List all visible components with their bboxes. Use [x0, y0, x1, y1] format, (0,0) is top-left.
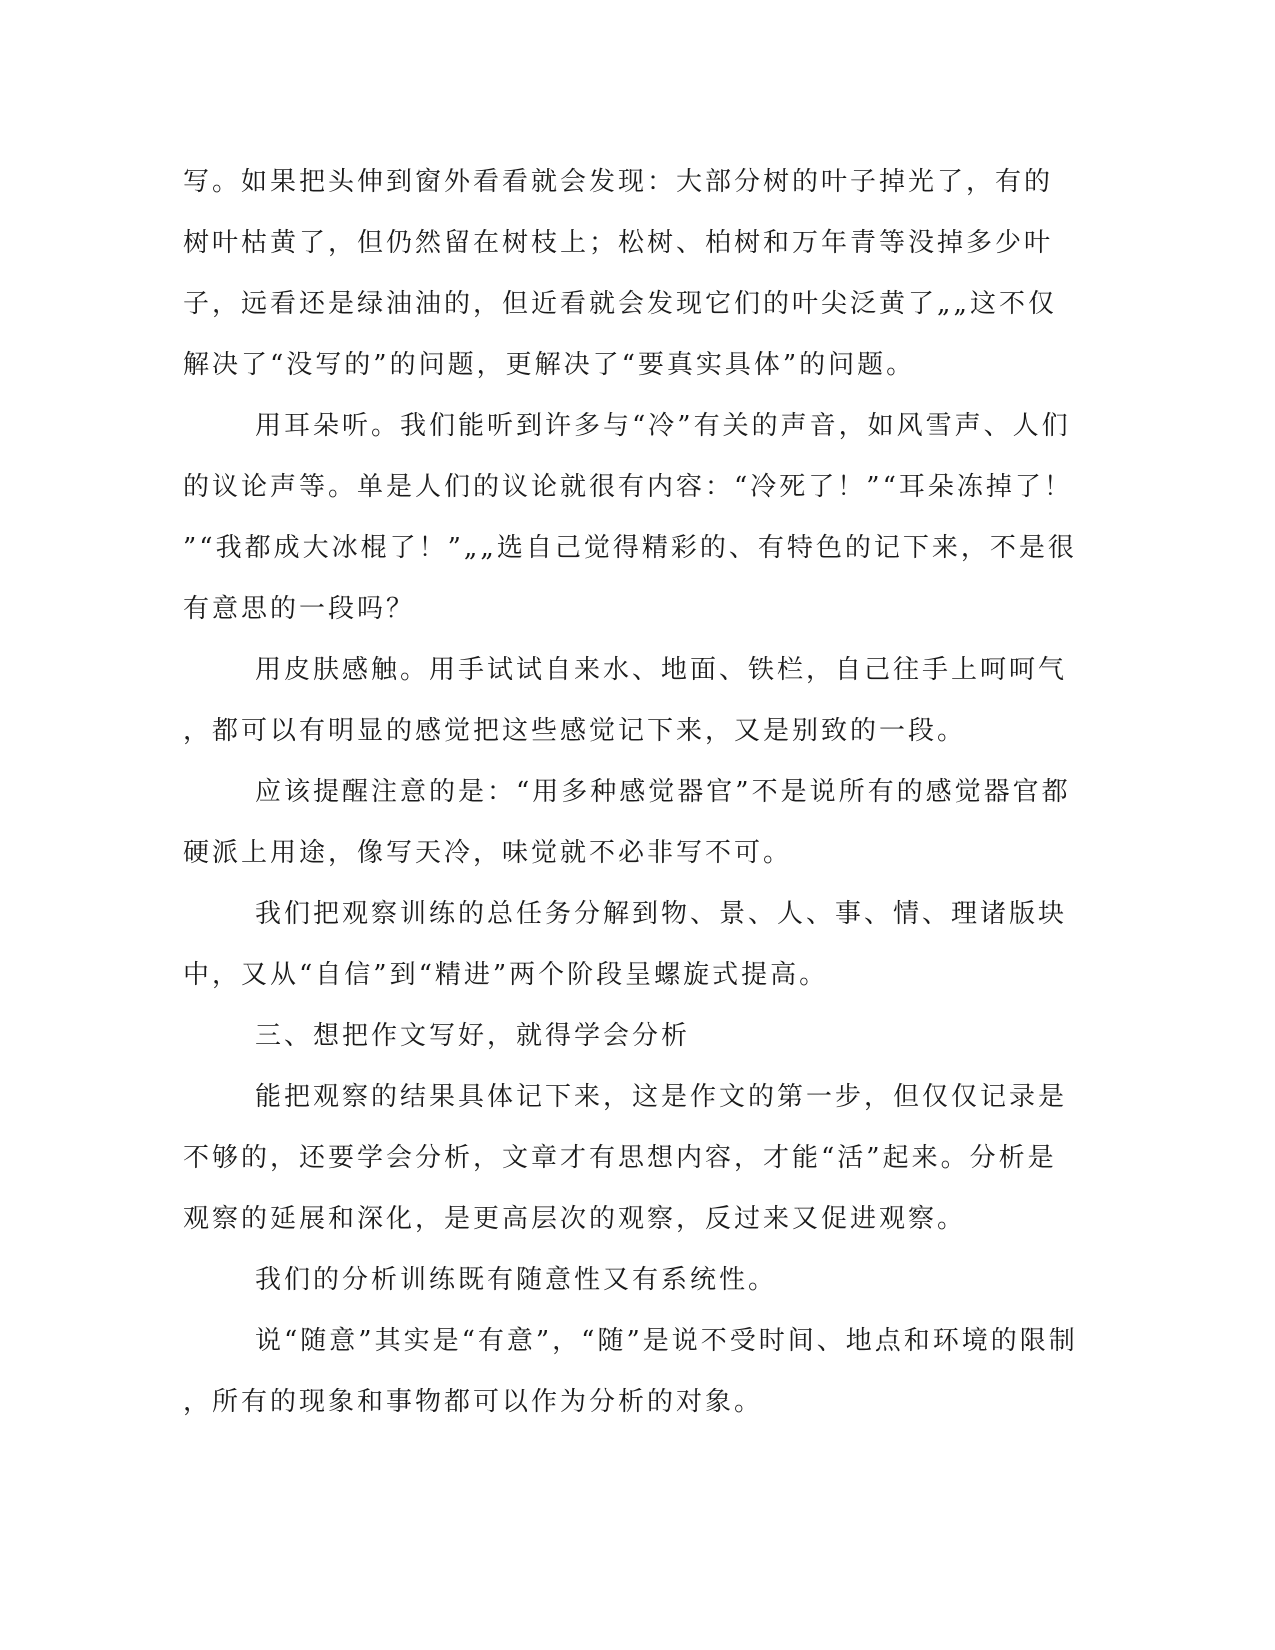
text-line: 硬派上用途，像写天冷，味觉就不必非写不可。 [183, 838, 793, 868]
paragraph-start-line: 我们的分析训练既有随意性又有系统性。 [255, 1265, 778, 1295]
text-line: 的议论声等。单是人们的议论就很有内容：“冷死了！”“耳朵冻掉了！ [183, 472, 1073, 502]
body-text [183, 162, 1078, 1443]
paragraph-start-line: 应该提醒注意的是：“用多种感觉器官”不是说所有的感觉器官都 [255, 777, 1071, 807]
text-line: 不够的，还要学会分析，文章才有思想内容，才能“活”起来。分析是 [183, 1143, 1057, 1173]
text-line: 观察的延展和深化，是更高层次的观察，反过来又促进观察。 [183, 1204, 967, 1234]
paragraph-start-line: 用耳朵听。我们能听到许多与“冷”有关的声音，如风雪声、人们 [255, 411, 1071, 441]
section-heading: 三、想把作文写好，就得学会分析 [255, 1021, 691, 1051]
text-line: 中，又从“自信”到“精进”两个阶段呈螺旋式提高。 [183, 960, 829, 990]
text-line: ，都可以有明显的感觉把这些感觉记下来，又是别致的一段。 [183, 716, 967, 746]
paragraph-start-line: 我们把观察训练的总任务分解到物、景、人、事、情、理诸版块 [255, 899, 1068, 929]
text-line: 写。如果把头伸到窗外看看就会发现：大部分树的叶子掉光了，有的 [183, 167, 1054, 197]
text-line: ，所有的现象和事物都可以作为分析的对象。 [183, 1387, 764, 1417]
text-line: 解决了“没写的”的问题，更解决了“要真实具体”的问题。 [183, 350, 916, 380]
paragraph-start-line: 说“随意”其实是“有意”，“随”是说不受时间、地点和环境的限制 [255, 1326, 1078, 1356]
paragraph-start-line: 用皮肤感触。用手试试自来水、地面、铁栏，自己往手上呵呵气 [255, 655, 1068, 685]
paragraph-start-line: 能把观察的结果具体记下来，这是作文的第一步，但仅仅记录是 [255, 1082, 1068, 1112]
text-line: 有意思的一段吗？ [183, 594, 416, 624]
text-line: 子，远看还是绿油油的，但近看就会发现它们的叶尖泛黄了„„这不仅 [183, 289, 1057, 319]
text-line: ”“我都成大冰棍了！”„„选自己觉得精彩的、有特色的记下来，不是很 [183, 533, 1077, 563]
text-line: 树叶枯黄了，但仍然留在树枝上；松树、柏树和万年青等没掉多少叶 [183, 228, 1054, 258]
